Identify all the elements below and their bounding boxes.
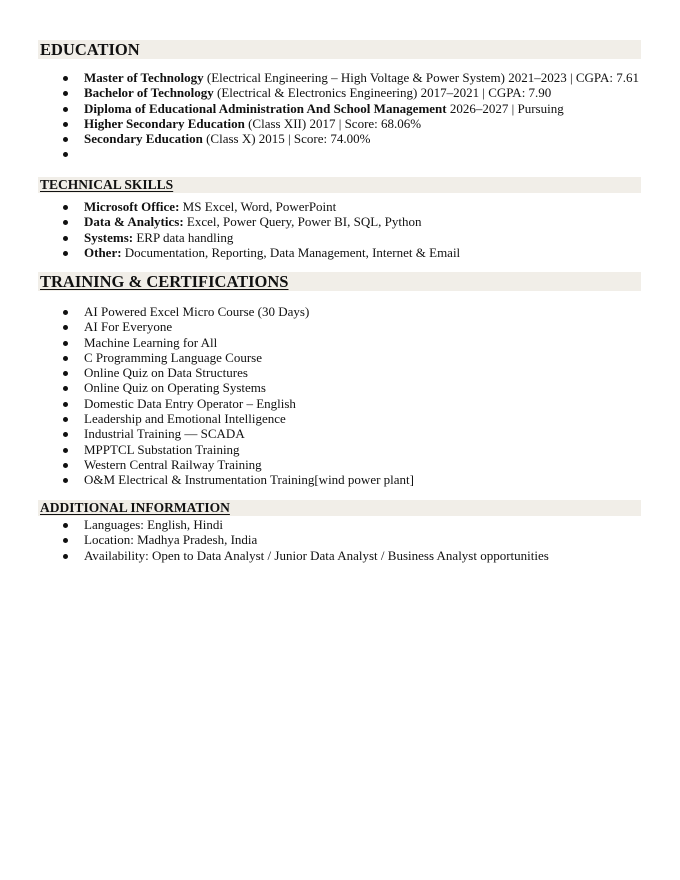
skill-item: Microsoft Office: MS Excel, Word, PowerPoint [58,199,646,214]
training-item: AI Powered Excel Micro Course (30 Days) [58,304,646,319]
additional-item: Availability: Open to Data Analyst / Junior Data Analyst / Business Analyst opportunities [58,548,646,563]
training-item: Western Central Railway Training [58,457,646,472]
skill-item: Systems: ERP data handling [58,230,646,245]
training-item: Online Quiz on Data Structures [58,365,646,380]
additional-info-list [58,517,646,563]
skill-item: Other: Documentation, Reporting, Data Management, Internet & Email [58,245,646,260]
additional-item: Languages: English, Hindi [58,517,646,532]
education-item-empty [58,146,646,161]
education-item: Diploma of Educational Administration And School Management 2026–2027 | Pursuing [58,101,646,116]
training-heading: TRAINING & CERTIFICATIONS [38,272,641,291]
training-item: O&M Electrical & Instrumentation Training[wind power plant] [58,472,646,487]
training-item: AI For Everyone [58,319,646,334]
education-item: Higher Secondary Education (Class XII) 2017 | Score: 68.06% [58,116,646,131]
training-item: C Programming Language Course [58,350,646,365]
education-list [58,70,646,162]
training-list [58,304,646,488]
technical-skills-list [58,199,646,260]
technical-skills-heading: TECHNICAL SKILLS [38,177,641,193]
skill-item: Data & Analytics: Excel, Power Query, Power BI, SQL, Python [58,214,646,229]
training-item: Machine Learning for All [58,335,646,350]
additional-item: Location: Madhya Pradesh, India [58,532,646,547]
additional-info-heading: ADDITIONAL INFORMATION [38,500,641,516]
training-item: Online Quiz on Operating Systems [58,380,646,395]
training-item: Domestic Data Entry Operator – English [58,396,646,411]
education-heading: EDUCATION [38,40,641,59]
training-item: Industrial Training — SCADA [58,426,646,441]
education-item: Master of Technology (Electrical Engineering – High Voltage & Power System) 2021–2023 | CGPA: 7.61 [58,70,646,85]
education-item: Bachelor of Technology (Electrical & Electronics Engineering) 2017–2021 | CGPA: 7.90 [58,85,646,100]
education-item: Secondary Education (Class X) 2015 | Score: 74.00% [58,131,646,146]
training-item: Leadership and Emotional Intelligence [58,411,646,426]
training-item: MPPTCL Substation Training [58,442,646,457]
